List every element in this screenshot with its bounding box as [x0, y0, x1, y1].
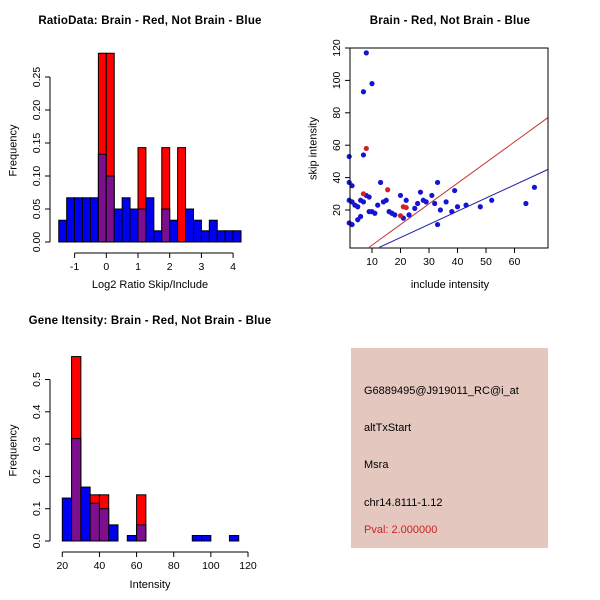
svg-text:0.25: 0.25: [31, 66, 43, 88]
svg-text:0.0: 0.0: [31, 533, 43, 549]
ratio-histogram-panel: [0, 0, 300, 300]
svg-text:0.20: 0.20: [31, 99, 43, 121]
intensity-scatter-title: Brain - Red, Not Brain - Blue: [369, 15, 531, 27]
svg-text:60: 60: [331, 139, 343, 152]
svg-text:20: 20: [331, 204, 343, 216]
svg-text:0.1: 0.1: [31, 501, 43, 517]
svg-text:80: 80: [167, 560, 180, 572]
svg-text:30: 30: [423, 256, 435, 268]
gene-name-text: Msra: [364, 459, 389, 471]
ratio-histogram-title: RatioData: Brain - Red, Not Brain - Blue: [38, 15, 262, 27]
intensity-scatter-ylabel: skip intensity: [307, 117, 320, 180]
gene-histogram-canvas: [0, 300, 300, 600]
svg-text:120: 120: [331, 39, 343, 57]
ratio-histogram-xlabel: Log2 Ratio Skip/Include: [91, 279, 209, 291]
svg-text:0.4: 0.4: [31, 404, 43, 420]
svg-text:100: 100: [202, 560, 220, 572]
pval-text: Pval: 2.000000: [364, 524, 438, 536]
svg-text:40: 40: [451, 256, 464, 268]
svg-text:20: 20: [56, 560, 69, 572]
gene-histogram-ylabel: Frequency: [7, 424, 20, 477]
svg-text:1: 1: [135, 261, 141, 273]
gene-histogram-xlabel: Intensity: [129, 579, 171, 591]
svg-text:0.3: 0.3: [31, 436, 43, 452]
svg-text:80: 80: [331, 106, 343, 119]
intensity-scatter-xlabel: include intensity: [410, 279, 490, 291]
gene-info-panel: [351, 348, 548, 548]
gene-histogram-title: Gene Itensity: Brain - Red, Not Brain - Blue: [28, 315, 272, 327]
svg-text:40: 40: [93, 560, 106, 572]
ratio-histogram-canvas: [0, 0, 300, 300]
svg-text:0.15: 0.15: [31, 132, 43, 154]
svg-text:0.2: 0.2: [31, 469, 43, 484]
intensity-scatter-canvas: [300, 0, 600, 300]
svg-text:0.05: 0.05: [31, 198, 43, 220]
event-type-text: altTxStart: [364, 422, 412, 434]
svg-text:40: 40: [331, 171, 343, 184]
svg-text:-1: -1: [69, 261, 80, 273]
locus-text: chr14.8111-1.12: [364, 497, 443, 509]
svg-text:100: 100: [331, 71, 343, 90]
gene-histogram-panel: [0, 300, 300, 600]
svg-text:120: 120: [239, 560, 257, 572]
svg-text:0.5: 0.5: [31, 372, 43, 387]
svg-text:2: 2: [166, 261, 173, 273]
svg-text:0.10: 0.10: [31, 165, 43, 187]
ratio-histogram-ylabel: Frequency: [7, 124, 20, 177]
svg-text:3: 3: [198, 261, 205, 273]
svg-text:0: 0: [103, 261, 110, 273]
svg-text:0.00: 0.00: [31, 231, 43, 253]
svg-text:10: 10: [366, 256, 378, 268]
svg-text:20: 20: [394, 256, 407, 268]
svg-text:60: 60: [508, 256, 521, 268]
svg-text:4: 4: [230, 261, 237, 273]
svg-text:50: 50: [480, 256, 492, 268]
svg-text:60: 60: [130, 560, 143, 572]
intensity-scatter-panel: [300, 0, 600, 300]
gene-id-text: G6889495@J919011_RC@i_at: [364, 385, 519, 397]
